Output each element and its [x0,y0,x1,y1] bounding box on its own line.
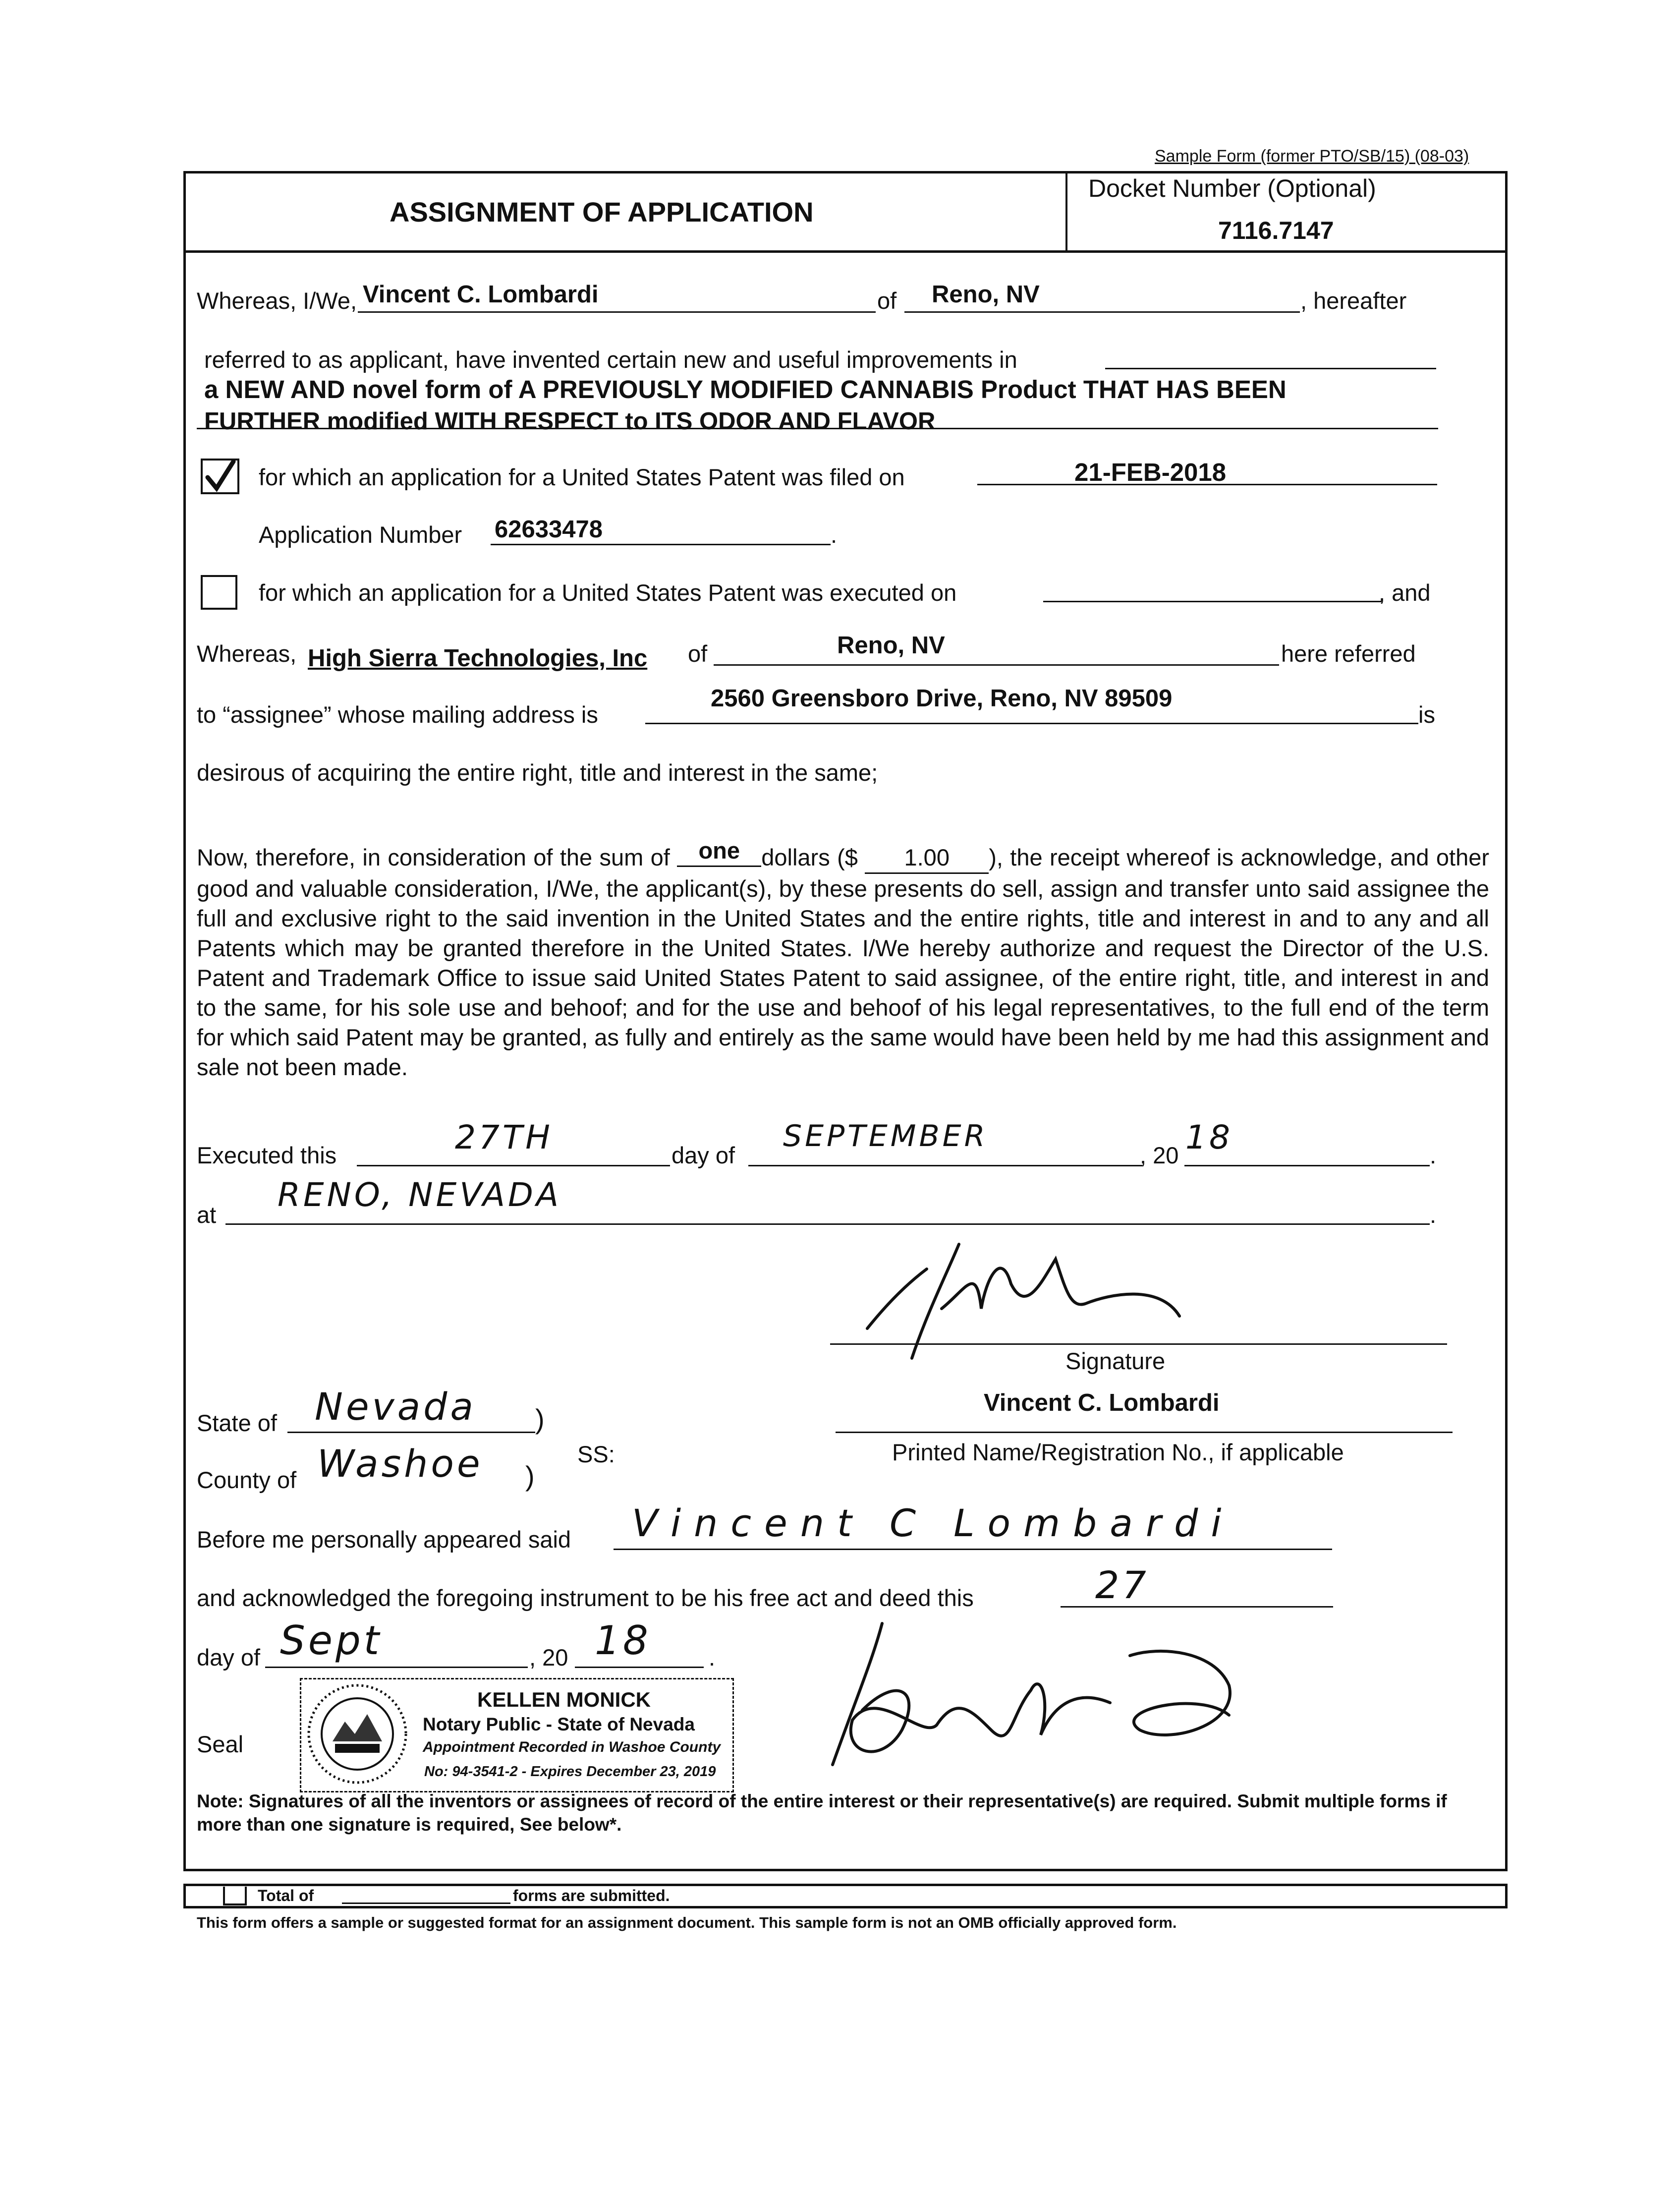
whereas2-prefix: Whereas, [197,640,297,667]
notary-year[interactable]: 18 [595,1617,651,1664]
applicant-city[interactable]: Reno, NV [932,281,1040,308]
execution-place[interactable]: RENO, NEVADA [278,1176,562,1214]
county-of-label: County of [197,1467,297,1493]
applicant-city-line [904,311,1300,313]
consideration-part2: dollars ($ [761,844,858,870]
printed-name[interactable]: Vincent C. Lombardi [984,1389,1220,1416]
application-number-label: Application Number [259,521,462,548]
notary-stamp [300,1678,734,1792]
checkmark-icon [203,461,237,492]
applicant-name[interactable]: Vincent C. Lombardi [363,281,599,308]
notary-state-line [287,1432,535,1433]
notary-stamp-line3: No: 94-3541-2 - Expires December 23, 2019 [424,1764,716,1780]
execution-period: . [1430,1142,1437,1168]
consideration-part3: ), the receipt whereof is acknowledge, and other good and valuable consideration, I/We, the applicant(s), by these presents do sell, assign and transfer unto said assignee the full and exclusive right to the said invention in the United States and the entire rights, title and interest in and to any and all Patents which may be granted therefore in the United States. I/We hereby authorize and request the Director of the U.S. Patent and Trademark Office to issue said United States Patent to said assignee, of the entire right, title, and interest in and to the same, for his sole use and behoof; and for the use and behoof of his legal representatives, to the full end of the term for which said Patent may be granted, as fully and entirely as the same would have been held by me had this assignment and sale not been made. [197,844,1489,1080]
total-forms-checkbox[interactable] [223,1887,247,1905]
notary-state[interactable]: Nevada [315,1384,476,1429]
execution-day[interactable]: 27TH [455,1118,553,1156]
printed-name-label: Printed Name/Registration No., if applicable [892,1439,1344,1465]
executed-checkbox[interactable] [201,575,237,610]
invention-title-line2[interactable]: FURTHER modified WITH RESPECT to ITS ODOR AND FLAVOR [204,408,936,435]
execution-year[interactable]: 18 [1185,1118,1233,1156]
at-label: at [197,1202,217,1228]
notary-county[interactable]: Washoe [317,1441,483,1486]
state-of-label: State of [197,1410,277,1436]
notary-day-of-label: day of [197,1644,261,1671]
notary-period: . [709,1644,716,1671]
docket-number[interactable]: 7116.7147 [1218,217,1334,244]
of-label: of [877,288,897,314]
notary-signature [733,1616,1269,1794]
notary-stamp-line2: Appointment Recorded in Washoe County [423,1739,721,1755]
state-paren: ) [535,1403,545,1435]
printed-name-line [836,1432,1453,1433]
consideration-paragraph [197,837,1489,1082]
docket-label: Docket Number (Optional) [1088,174,1376,202]
here-referred-text: here referred [1281,640,1416,667]
header-divider [183,250,1508,253]
signature-line [830,1343,1447,1345]
execution-day-line [357,1165,670,1166]
executed-date-line [1043,601,1382,602]
acknowledged-text: and acknowledged the foregoing instrument to be his free act and deed this [197,1585,974,1611]
execution-place-line [225,1223,1430,1225]
footer-disclaimer: This form offers a sample or suggested format for an assignment document. This sample form is not an OMB officially approved form. [197,1914,1177,1931]
executed-this-label: Executed this [197,1142,337,1168]
executed-and-text: , and [1379,579,1431,606]
footer-bar [183,1884,1508,1908]
filed-date[interactable]: 21-FEB-2018 [1074,458,1227,486]
address-prefix: to “assignee” whose mailing address is [197,701,598,728]
form-title: ASSIGNMENT OF APPLICATION [390,196,814,228]
application-number-line [491,544,831,545]
forms-submitted-label: forms are submitted. [513,1887,670,1904]
execution-month[interactable]: SEPTEMBER [783,1119,988,1153]
notary-stamp-line1: Notary Public - State of Nevada [423,1714,695,1734]
note-line1: Note: Signatures of all the inventors or assignees of record of the entire interest or their representative(s) are required. Submit multiple forms if [197,1791,1447,1811]
docket-divider [1065,171,1067,251]
sum-words[interactable]: one [677,836,761,867]
filed-text: for which an application for a United States Patent was filed on [259,464,905,490]
execution-year-line [1184,1165,1430,1166]
seal-label: Seal [197,1731,244,1757]
executed-text: for which an application for a United States Patent was executed on [259,579,957,606]
appeared-label: Before me personally appeared said [197,1526,571,1553]
invention-title-line [197,428,1438,429]
note-line2: more than one signature is required, See below*. [197,1814,622,1835]
notary-month-line [265,1667,528,1668]
invention-intro: referred to as applicant, have invented certain new and useful improvements in [204,346,1017,373]
acknowledged-day[interactable]: 27 [1095,1563,1149,1607]
filed-checkbox[interactable] [201,459,239,494]
total-count-line [342,1903,510,1904]
execution-month-line [748,1165,1142,1166]
invention-title-line1[interactable]: a NEW AND novel form of A PREVIOUSLY MODIFIED CANNABIS Product THAT HAS BEEN [204,375,1287,404]
execution-year-prefix: , 20 [1140,1142,1179,1168]
notary-seal-emblem [305,1682,409,1786]
signature-label: Signature [1065,1348,1166,1374]
assignee-address-line [645,723,1418,724]
execution-day-of-label: day of [672,1142,735,1168]
notary-year-prefix: , 20 [529,1644,568,1671]
address-is-text: is [1418,701,1435,728]
assignee-address[interactable]: 2560 Greensboro Drive, Reno, NV 89509 [711,685,1173,712]
county-paren: ) [525,1460,535,1492]
notary-year-line [575,1667,704,1668]
application-number[interactable]: 62633478 [495,516,603,543]
ss-label: SS: [577,1441,615,1467]
appeared-name-line [614,1549,1332,1550]
notary-stamp-name: KELLEN MONICK [477,1688,651,1711]
total-of-label: Total of [258,1887,314,1904]
assignee-of-label: of [688,640,708,667]
assignee-city[interactable]: Reno, NV [837,632,945,659]
hereafter-text: , hereafter [1300,288,1407,314]
whereas-prefix: Whereas, I/We, [197,288,357,314]
assignee-city-line [714,664,1279,666]
invention-intro-line [1105,368,1436,369]
notary-month[interactable]: Sept [280,1617,383,1664]
assignee-name[interactable]: High Sierra Technologies, Inc [308,645,648,672]
sum-amount[interactable]: 1.00 [865,843,989,874]
execution-place-period: . [1430,1202,1437,1228]
sample-form-label: Sample Form (former PTO/SB/15) (08-03) [1155,147,1469,166]
applicant-name-line [358,311,876,313]
consideration-part1: Now, therefore, in consideration of the sum of [197,844,670,870]
desirous-text: desirous of acquiring the entire right, title and interest in the same; [197,759,878,786]
application-number-period: . [831,521,838,548]
appeared-name[interactable]: Vincent C Lombardi [632,1501,1234,1545]
